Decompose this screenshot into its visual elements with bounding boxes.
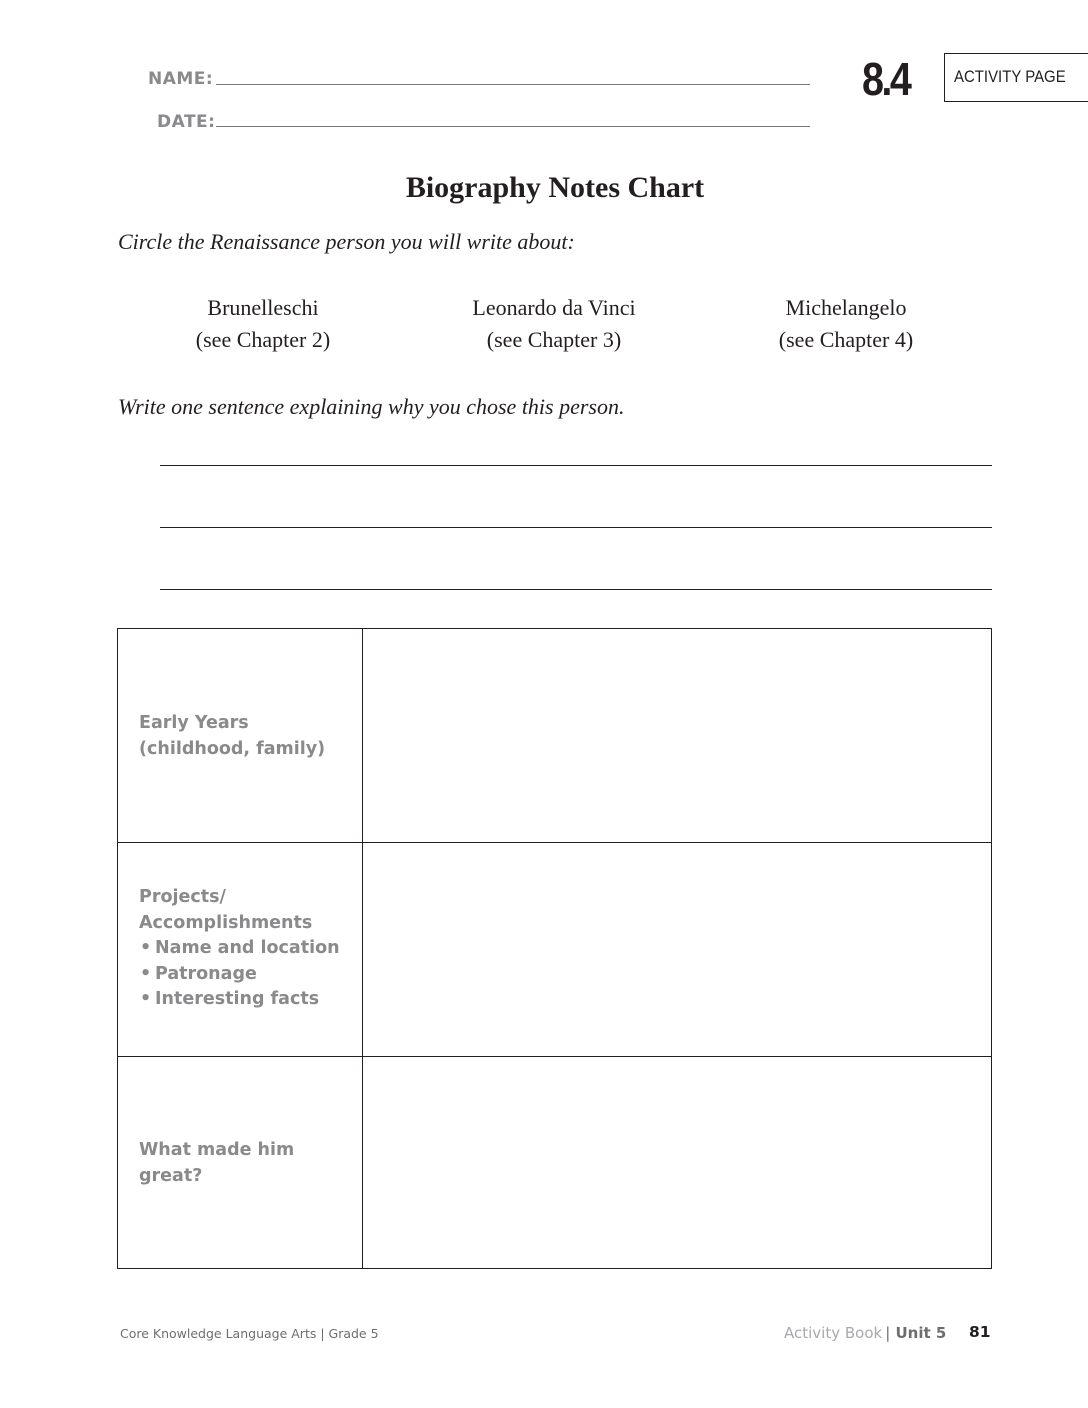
- biography-notes-table: [117, 628, 992, 1269]
- table-row-greatness: [118, 1056, 991, 1268]
- row-label-line: Early Years: [139, 713, 249, 733]
- choice-brunelleschi[interactable]: [133, 292, 393, 356]
- choice-chapter: (see Chapter 3): [486, 327, 622, 352]
- choice-chapter: (see Chapter 4): [778, 327, 914, 352]
- row-label-line: Accomplishments: [139, 912, 313, 933]
- choice-name: Brunelleschi: [207, 295, 319, 320]
- choice-michelangelo[interactable]: [716, 292, 976, 356]
- bullet-item: • Name and location: [139, 936, 354, 962]
- writing-line-2[interactable]: [160, 527, 992, 528]
- table-row-projects: [118, 842, 991, 1056]
- row-label-early-years: [139, 711, 354, 762]
- choice-leonardo[interactable]: [424, 292, 684, 356]
- footer-book-unit: [784, 1324, 946, 1343]
- bullet-item: • Interesting facts: [139, 987, 354, 1013]
- choice-name: Michelangelo: [785, 295, 907, 320]
- row-label-projects: [139, 885, 354, 1013]
- notes-cell-greatness[interactable]: [364, 1057, 991, 1268]
- choice-chapter: (see Chapter 2): [195, 327, 331, 352]
- row-label-line: Projects/: [139, 887, 226, 907]
- date-line[interactable]: [216, 126, 810, 127]
- bullet-item: • Patronage: [139, 962, 354, 988]
- row-label-line: What made him: [139, 1140, 295, 1160]
- row-label-greatness: [139, 1138, 354, 1189]
- footer-separator: |: [885, 1324, 891, 1342]
- activity-page-label: ACTIVITY PAGE: [954, 67, 1066, 86]
- write-instruction: Write one sentence explaining why you chose this person.: [118, 394, 625, 419]
- circle-instruction: Circle the Renaissance person you will write about:: [118, 229, 575, 254]
- footer-unit: Unit 5: [890, 1324, 947, 1342]
- page-title: Biography Notes Chart: [405, 171, 705, 204]
- row-label-line: (childhood, family): [139, 738, 326, 759]
- name-line[interactable]: [216, 84, 810, 85]
- writing-line-3[interactable]: [160, 589, 992, 590]
- footer-book: Activity Book: [784, 1324, 883, 1342]
- table-row-early-years: [118, 629, 991, 842]
- notes-cell-projects[interactable]: [364, 843, 991, 1056]
- date-label: DATE:: [157, 112, 216, 132]
- footer-series: Core Knowledge Language Arts | Grade 5: [120, 1326, 379, 1341]
- row-bullet-list: [139, 936, 354, 1013]
- row-label-line: great?: [139, 1165, 203, 1186]
- writing-line-1[interactable]: [160, 465, 992, 466]
- name-label: NAME:: [148, 69, 214, 89]
- footer-page-number: 81: [969, 1323, 991, 1341]
- activity-page-number: 8.4: [862, 53, 910, 105]
- choice-name: Leonardo da Vinci: [472, 295, 636, 320]
- notes-cell-early-years[interactable]: [364, 629, 991, 842]
